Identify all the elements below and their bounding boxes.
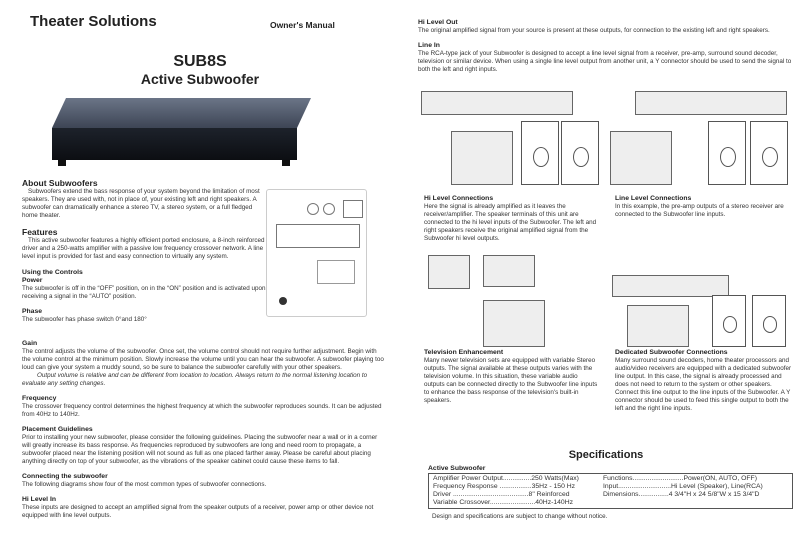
line-level-diagram: [610, 91, 792, 186]
dedicated-diagram: [612, 250, 792, 345]
hi-conn-heading: Hi Level Connections: [424, 195, 494, 202]
gain-body: The control adjusts the volume of the subwoofer. Once set, the volume control should not require further adjustment. Begin with the volume control at the minimum position. Slowly increase the volume until you can hear the subwoofer. A subwoofer playing too loud can give your system a muddy sound, so be sure to balance the subwoofer carefully with your other speakers.: [22, 348, 384, 371]
hi-in-heading: Hi Level In: [22, 496, 56, 503]
power-heading: Power: [22, 277, 43, 284]
spec-cell: Frequency Response .................35Hz - 150 Hz: [433, 483, 576, 490]
hi-out-body: The original amplified signal from your source is present at these outputs, for connection to the existing left and right speakers.: [418, 27, 770, 34]
about-heading: About Subwoofers: [22, 178, 98, 188]
specs-note: Design and specifications are subject to change without notice.: [432, 513, 608, 520]
line-conn-body: In this example, the pre-amp outputs of a stereo receiver are connected to the Subwoofer line inputs.: [615, 203, 784, 218]
gain-note: Output volume is relative and can be different from location to location. Always return to the normal listening location to evaluate any setting changes.: [22, 372, 368, 387]
model-title: SUB8S: [173, 53, 227, 70]
gain-heading: Gain: [22, 340, 38, 347]
connecting-heading: Connecting the subwoofer: [22, 473, 108, 480]
connecting-body: The following diagrams show four of the most common types of subwoofer connections.: [22, 481, 267, 488]
specs-heading: Specifications: [568, 449, 644, 461]
spec-cell: Amplifier Power Output...............250 Watts(Max): [433, 475, 579, 482]
features-body: This active subwoofer features a highly efficient ported enclosure, a 8-inch reinforced driver and a 250-watts amplifier with a passive low frequency crossover network. A line level input is provided for fast and easy connection to virtually any system.: [22, 237, 265, 260]
tv-heading: Television Enhancement: [424, 349, 504, 356]
line-in-body: The RCA-type jack of your Subwoofer is designed to accept a line level signal from a receiver, pre-amp, surround sound decoder, television or similar device. When using a single line level output from another unit, a Y connector should be used to send the signal to both the left and right inputs.: [418, 50, 792, 73]
line-conn-heading: Line Level Connections: [615, 195, 692, 202]
frequency-heading: Frequency: [22, 395, 57, 402]
spec-cell: Driver ........................................8" Reinforced: [433, 491, 570, 498]
specs-subtitle: Active Subwoofer: [428, 465, 486, 472]
hi-out-heading: Hi Level Out: [418, 19, 458, 26]
hi-level-diagram: [421, 91, 605, 186]
placement-body: Prior to installing your new subwoofer, please consider the following guidelines. Placing the subwoofer near a wall or in a corner will greatly increase its bass response. As frequencies reproduced by subwoofers are long and need room to propagate, a subwoofer placed near the listening position will not sound as full as one placed farther away. Please be careful about placing anything directly on top of your subwoofer, as the vibrations of the speaker cabinet could cause these items to fall.: [22, 434, 378, 465]
specs-table: [428, 473, 793, 509]
rear-panel-image: [266, 189, 367, 317]
tv-body: Many newer television sets are equipped with variable Stereo outputs. The signal available at these outputs varies with the television volume. In this situation, these variable audio outputs can be connected directly to the Subwoofer line inputs to enhance the bass response of the television's built-in speakers.: [424, 357, 598, 404]
power-body: The subwoofer is off in the “OFF” position, on in the “ON” position and is activated upon receiving a signal in the “AUTO” position.: [22, 285, 266, 300]
doc-type: Owner's Manual: [270, 20, 335, 30]
placement-heading: Placement Guidelines: [22, 426, 93, 433]
features-heading: Features: [22, 227, 58, 237]
spec-cell: Dimensions................4 3/4"H x 24 5/8"W x 15 3/4"D: [603, 491, 760, 498]
phase-heading: Phase: [22, 308, 43, 315]
hi-in-body: These inputs are designed to accept an amplified signal from the speaker outputs of a receiver, power amp or other device not equipped with line level outputs.: [22, 504, 374, 519]
dedicated-body: Many surround sound decoders, home theater processors and audio/video receivers are equipped with a dedicated subwoofer line output. In this case, the signal is already processed and does not need to return to the system or other speakers. Connect this line output to the line inputs of the Subwoofer. A Y connector should be used to feed this single output to both the left and the right line inputs.: [615, 357, 792, 412]
hi-conn-body: Here the signal is already amplified as it leaves the receiver/amplifier. The speaker terminals of this unit are connected to the hi level inputs of the Subwoofer. The left and right speakers receive the original amplified signal from the Subwoofer hi level outputs.: [424, 203, 597, 242]
brand-title: Theater Solutions: [30, 13, 157, 30]
about-body: Subwoofers extend the bass response of your system beyond the limitation of most speakers. They are used with, not in place of, your existing left and right speakers. A subwoofer can dramatically enhance a stereo TV, a stereo system, or a full fledged home theater.: [22, 188, 260, 219]
subwoofer-image: [52, 98, 297, 168]
dedicated-heading: Dedicated Subwoofer Connections: [615, 349, 728, 356]
spec-cell: Functions...........................Power(ON, AUTO, OFF): [603, 475, 757, 482]
line-in-heading: Line In: [418, 42, 440, 49]
tv-diagram: [428, 250, 603, 345]
frequency-body: The crossover frequency control determines the highest frequency at which the subwoofer reproduces sounds. It can be adjusted from 40Hz to 140Hz.: [22, 403, 382, 418]
spec-cell: Variable Crossover........................40Hz-140Hz: [433, 499, 574, 506]
spec-cell: Input............................Hi Level (Speaker), Line(RCA): [603, 483, 763, 490]
controls-heading: Using the Controls: [22, 269, 83, 276]
phase-body: The subwoofer has phase switch 0°and 180°: [22, 316, 147, 323]
product-subtitle: Active Subwoofer: [140, 71, 260, 87]
